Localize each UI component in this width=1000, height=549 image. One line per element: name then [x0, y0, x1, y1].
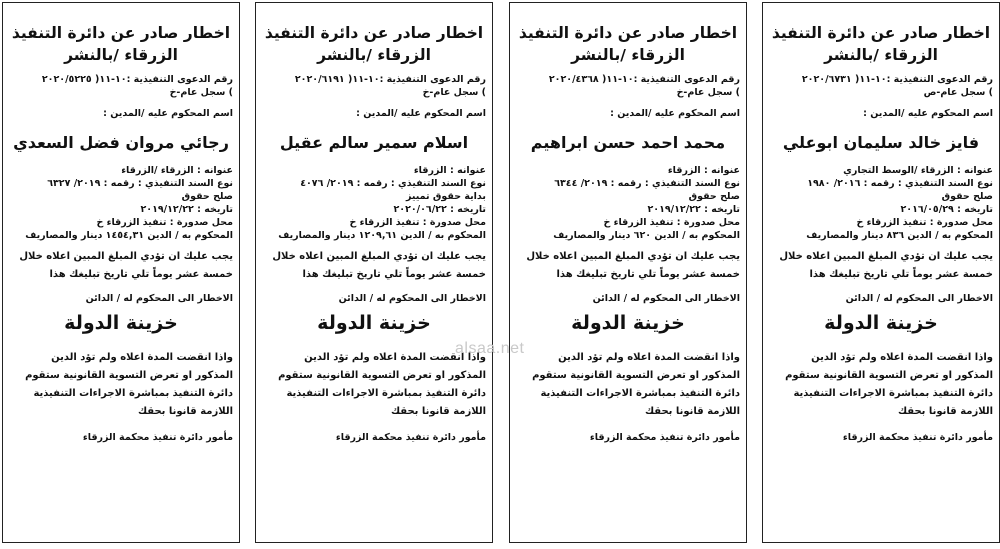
final-line: واذا انقضت المدة اعلاه ولم تؤد الدين — [558, 352, 740, 363]
notice-column — [509, 2, 747, 543]
bond-type: بداية حقوق تمييز — [406, 191, 486, 202]
signature: مأمور دائرة تنفيذ محكمة الزرقاء — [82, 432, 233, 443]
notice-subtitle: الزرقاء /بالنشر — [317, 46, 431, 64]
amount: المحكوم به / الدين ٦٢٠ دينار والمصاريف — [553, 230, 740, 241]
warning-text — [9, 248, 233, 284]
final-line: المذكور او تعرض التسوية القانونية ستقوم — [532, 370, 740, 381]
issuer: محل صدورة : تنفيذ الزرقاء خ — [96, 217, 233, 228]
debtor-address: عنوانه : الزرقاء — [667, 165, 740, 176]
case-register: ) سجل عام-خ — [676, 87, 740, 98]
amount: المحكوم به / الدين ١٤٥٤,٣١ دينار والمصاريف — [25, 230, 233, 241]
debtor-label: اسم المحكوم عليه /المدين : — [610, 108, 740, 119]
notice-title: اخطار صادر عن دائرة التنفيذ — [264, 24, 484, 42]
case-number: رقم الدعوى التنفيذية :١٠-١١( ٢٠٢٠/٤٣٦٨ — [548, 74, 740, 85]
final-line: دائرة التنفيذ بمباشرة الاجراءات التنفيذية — [33, 388, 233, 399]
case-number: رقم الدعوى التنفيذية :١٠-١١( ٢٠٢٠/٦٧٣١ — [801, 74, 993, 85]
watermark: alsaa.net — [455, 340, 525, 357]
warning-line: يجب عليك ان تؤدي المبلغ المبين اعلاه خلال — [779, 251, 993, 262]
final-line: المذكور او تعرض التسوية القانونية ستقوم — [785, 370, 993, 381]
final-line: دائرة التنفيذ بمباشرة الاجراءات التنفيذية — [540, 388, 740, 399]
final-line: المذكور او تعرض التسوية القانونية ستقوم — [25, 370, 233, 381]
notice-column — [255, 2, 493, 543]
bond-line: نوع السند التنفيذي : رقمه : ٢٠١٦/ ١٩٨٠ — [807, 178, 993, 189]
warning-text — [262, 248, 486, 284]
notice-column — [2, 2, 240, 543]
debtor-name: محمد احمد حسن ابراهيم — [530, 133, 726, 152]
final-line: اللازمة قانونا بحقك — [897, 406, 993, 417]
case-number: رقم الدعوى التنفيذية :١٠-١١( ٢٠٢٠/٦١٩١ — [294, 74, 486, 85]
creditor-name: خزينة الدولة — [317, 312, 431, 334]
debtor-name: فايز خالد سليمان ابوعلي — [782, 133, 980, 152]
notice-column — [762, 2, 1000, 543]
warning-line: يجب عليك ان تؤدي المبلغ المبين اعلاه خلال — [526, 251, 740, 262]
issuer: محل صدورة : تنفيذ الزرقاء خ — [856, 217, 993, 228]
case-register: ) سجل عام-خ — [169, 87, 233, 98]
final-line: دائرة التنفيذ بمباشرة الاجراءات التنفيذية — [793, 388, 993, 399]
debtor-name: رجائي مروان فضل السعدي — [13, 133, 229, 152]
final-line: اللازمة قانونا بحقك — [644, 406, 740, 417]
debtor-address: عنوانه : الزرقاء — [413, 165, 486, 176]
amount: المحكوم به / الدين ١٢٠٩,٦١ دينار والمصاريف — [278, 230, 486, 241]
amount: المحكوم به / الدين ٨٣٦ دينار والمصاريف — [806, 230, 993, 241]
notice-title: اخطار صادر عن دائرة التنفيذ — [11, 24, 231, 42]
creditor-label: الاخطار الى المحكوم له / الدائن — [338, 293, 486, 304]
final-line: اللازمة قانونا بحقك — [390, 406, 486, 417]
debtor-address: عنوانه : الزرقاء /الزرقاء — [121, 165, 233, 176]
warning-line: خمسة عشر يوماً تلي تاريخ تبليغك هذا — [809, 269, 993, 280]
warning-line: خمسة عشر يوماً تلي تاريخ تبليغك هذا — [49, 269, 233, 280]
warning-text — [516, 248, 740, 284]
debtor-address: عنوانه : الزرقاء /الوسط التجاري — [843, 165, 993, 176]
bond-line: نوع السند التنفيذي : رقمه : ٢٠١٩/ ٦٣٤٤ — [554, 178, 740, 189]
signature: مأمور دائرة تنفيذ محكمة الزرقاء — [842, 432, 993, 443]
notice-subtitle: الزرقاء /بالنشر — [824, 46, 938, 64]
final-text — [262, 349, 486, 421]
final-text — [769, 349, 993, 421]
warning-text — [769, 248, 993, 284]
signature: مأمور دائرة تنفيذ محكمة الزرقاء — [335, 432, 486, 443]
case-register: ) سجل عام-ص — [923, 87, 993, 98]
warning-line: يجب عليك ان تؤدي المبلغ المبين اعلاه خلال — [19, 251, 233, 262]
debtor-name: اسلام سمير سالم عقيل — [279, 133, 469, 152]
warning-line: خمسة عشر يوماً تلي تاريخ تبليغك هذا — [556, 269, 740, 280]
final-line: اللازمة قانونا بحقك — [137, 406, 233, 417]
debtor-label: اسم المحكوم عليه /المدين : — [103, 108, 233, 119]
creditor-name: خزينة الدولة — [571, 312, 685, 334]
bond-type: صلح حقوق — [688, 191, 740, 202]
creditor-label: الاخطار الى المحكوم له / الدائن — [85, 293, 233, 304]
bond-date: تاريخه : ٢٠١٦/٠٥/٢٩ — [900, 204, 993, 215]
creditor-label: الاخطار الى المحكوم له / الدائن — [592, 293, 740, 304]
signature: مأمور دائرة تنفيذ محكمة الزرقاء — [589, 432, 740, 443]
notice-subtitle: الزرقاء /بالنشر — [64, 46, 178, 64]
issuer: محل صدورة : تنفيذ الزرقاء خ — [349, 217, 486, 228]
final-line: واذا انقضت المدة اعلاه ولم تؤد الدين — [811, 352, 993, 363]
bond-date: تاريخه : ٢٠٢٠/٠٦/٢٢ — [393, 204, 486, 215]
debtor-label: اسم المحكوم عليه /المدين : — [863, 108, 993, 119]
creditor-name: خزينة الدولة — [64, 312, 178, 334]
debtor-label: اسم المحكوم عليه /المدين : — [356, 108, 486, 119]
notice-title: اخطار صادر عن دائرة التنفيذ — [518, 24, 738, 42]
bond-date: تاريخه : ٢٠١٩/١٢/٢٢ — [140, 204, 233, 215]
notice-title: اخطار صادر عن دائرة التنفيذ — [771, 24, 991, 42]
case-number: رقم الدعوى التنفيذية :١٠-١١( ٢٠٢٠/٥٢٢٥ — [41, 74, 233, 85]
bond-date: تاريخه : ٢٠١٩/١٢/٢٢ — [647, 204, 740, 215]
bond-line: نوع السند التنفيذي : رقمه : ٢٠١٩/ ٦٣٢٧ — [47, 178, 233, 189]
final-line: واذا انقضت المدة اعلاه ولم تؤد الدين — [51, 352, 233, 363]
bond-line: نوع السند التنفيذي : رقمه : ٢٠١٩/ ٤٠٧٦ — [300, 178, 486, 189]
warning-line: يجب عليك ان تؤدي المبلغ المبين اعلاه خلال — [272, 251, 486, 262]
final-line: واذا انقضت المدة اعلاه ولم تؤد الدين — [304, 352, 486, 363]
creditor-name: خزينة الدولة — [824, 312, 938, 334]
final-text — [9, 349, 233, 421]
notice-subtitle: الزرقاء /بالنشر — [571, 46, 685, 64]
creditor-label: الاخطار الى المحكوم له / الدائن — [845, 293, 993, 304]
warning-line: خمسة عشر يوماً تلي تاريخ تبليغك هذا — [302, 269, 486, 280]
case-register: ) سجل عام-خ — [422, 87, 486, 98]
final-text — [516, 349, 740, 421]
issuer: محل صدورة : تنفيذ الزرقاء خ — [603, 217, 740, 228]
bond-type: صلح حقوق — [941, 191, 993, 202]
final-line: المذكور او تعرض التسوية القانونية ستقوم — [278, 370, 486, 381]
final-line: دائرة التنفيذ بمباشرة الاجراءات التنفيذية — [286, 388, 486, 399]
bond-type: صلح حقوق — [181, 191, 233, 202]
